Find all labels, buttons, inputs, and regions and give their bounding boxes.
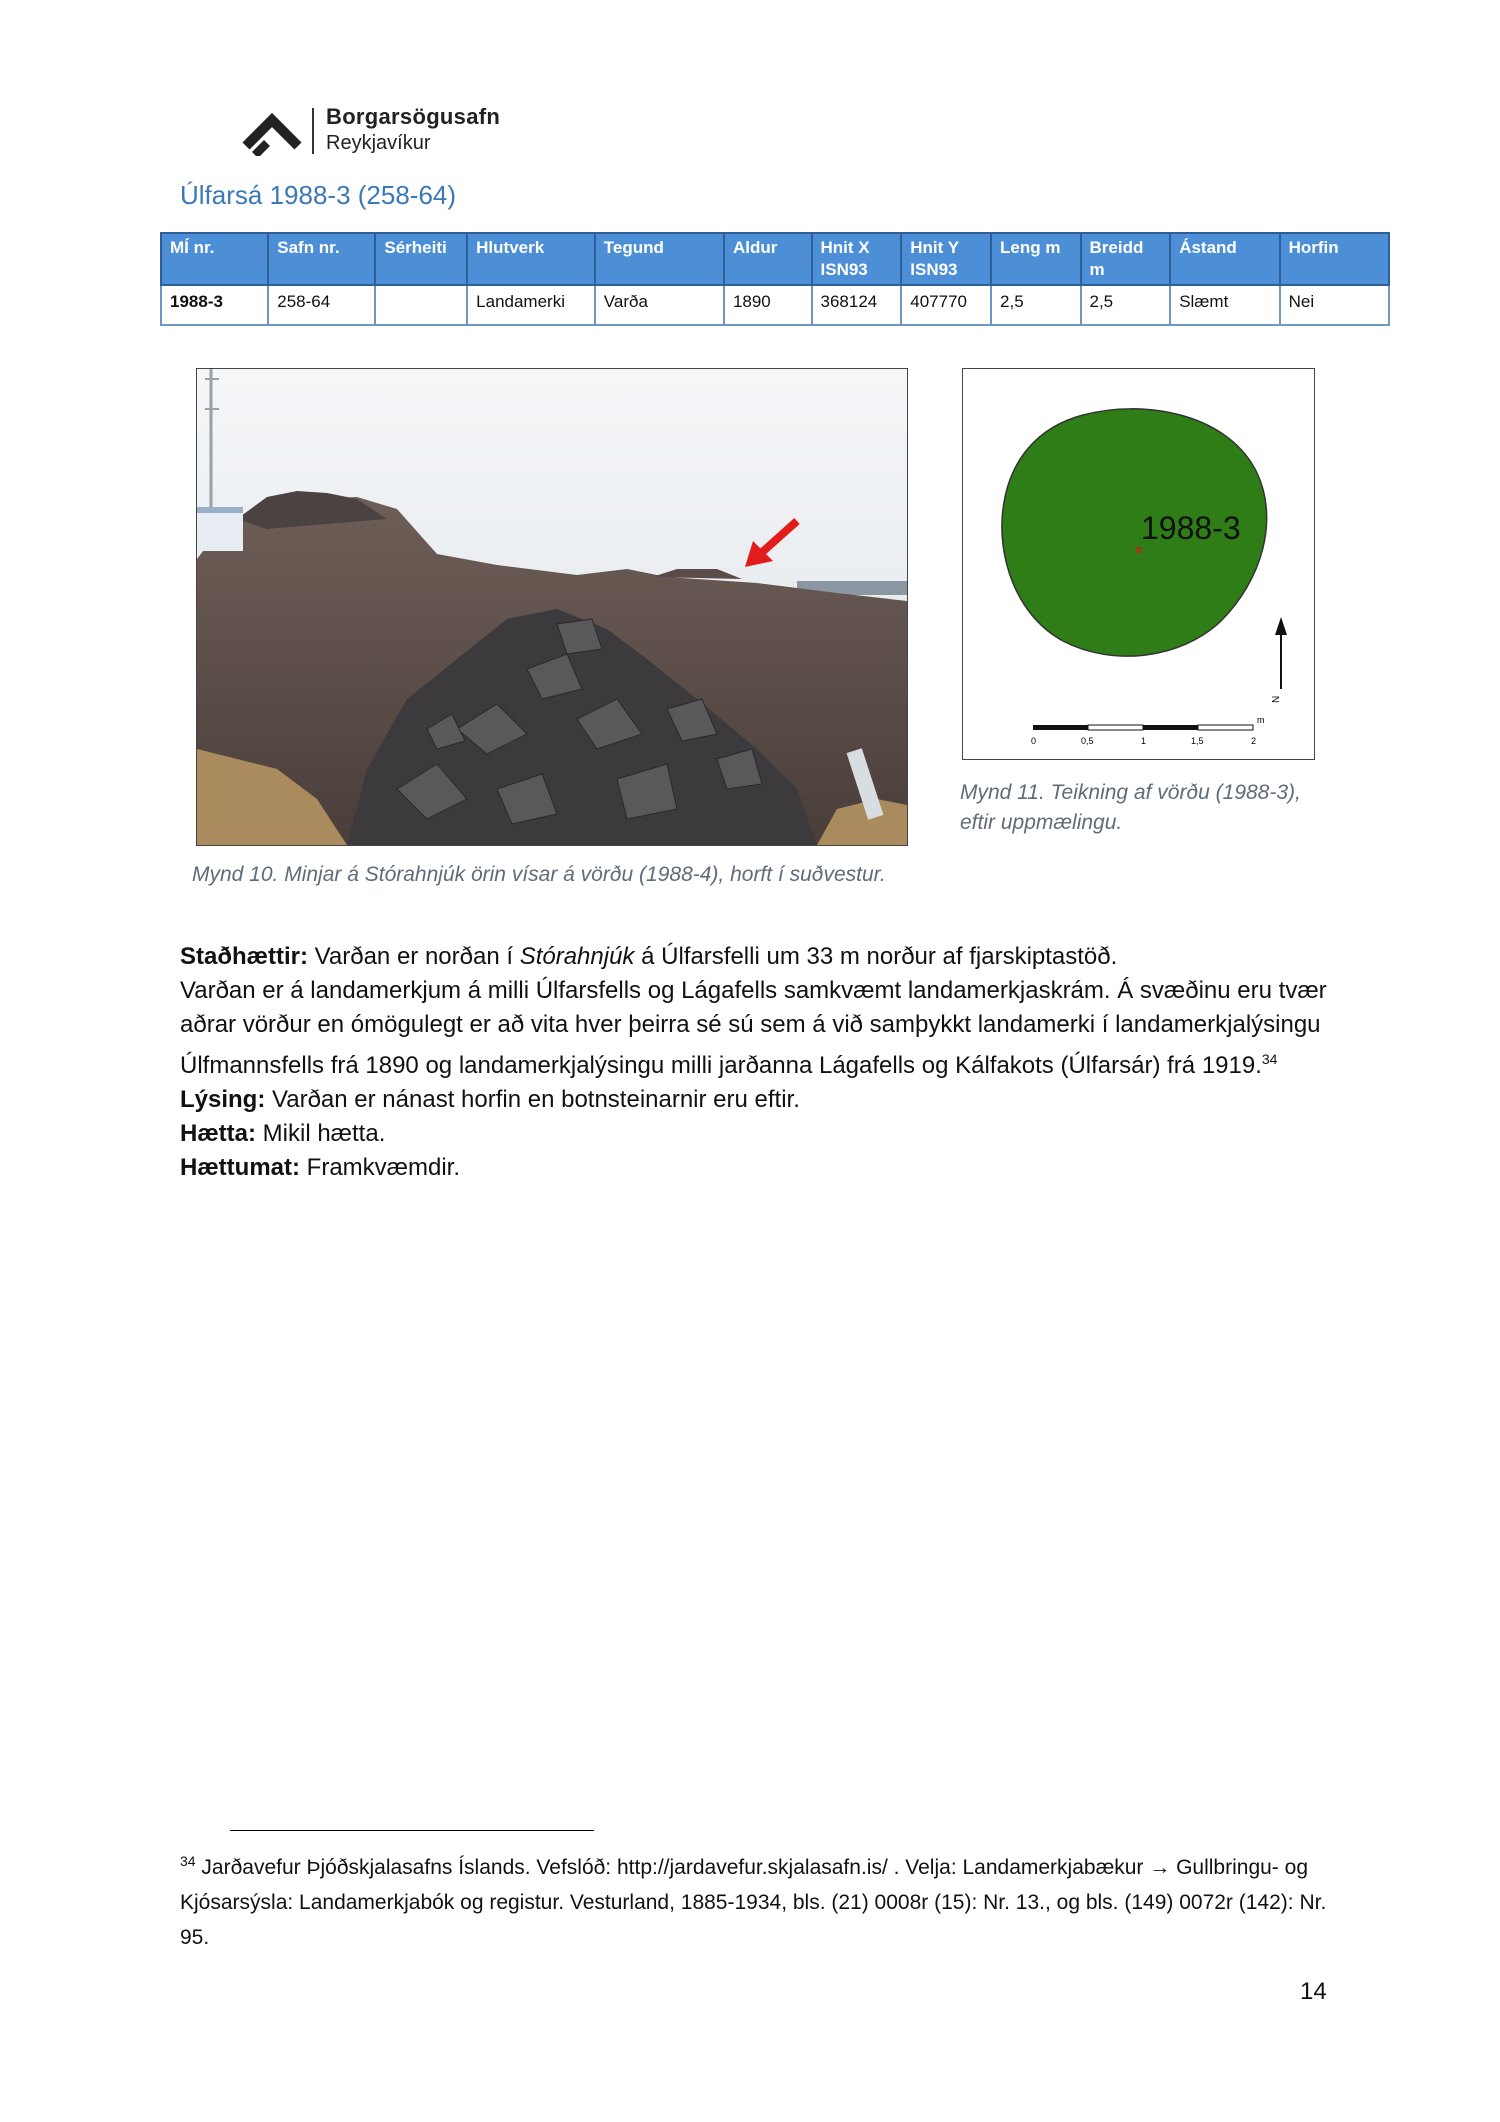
description-line [180,1083,1330,1117]
col-header: Hnit Y ISN93 [901,233,991,285]
cairn-plan-drawing [963,369,1314,759]
col-header: Ástand [1170,233,1279,285]
cairn-photo [196,368,908,846]
site-description [180,940,1330,1185]
footnote-text: Jarðavefur Þjóðskjalasafns Íslands. Vefslóð: http://jardavefur.skjalasafn.is/ . Velja: Landamerkjabækur → Gullbringu- og Kjósarsýsla: Landamerkjabók og registur. Vesturland, 1885-1934, bls. (21) 0008r (15): Nr. 13., og bls. (149) 0072r (142): Nr. 95. [180,1856,1327,1949]
footnote-ref[interactable]: 34 [1261,1051,1278,1067]
col-header: Breidd m [1081,233,1171,285]
logo-divider [312,108,314,154]
scale-label: 2 [1251,736,1257,746]
col-header: Safn nr. [268,233,375,285]
col-header: Aldur [724,233,812,285]
field-text: á Úlfarsfelli um 33 m norður af fjarskiptastöð. [634,943,1118,970]
field-text: Varðan er norðan í [308,943,520,970]
scale-unit: m [1257,715,1265,725]
cairn-photo-illustration [197,369,907,845]
table-row [161,285,1389,325]
field-label: Lýsing: [180,1086,266,1113]
logo-brand: Borgarsögusafn [326,104,501,129]
table-header-row [161,233,1389,285]
field-label: Hættumat: [180,1154,300,1181]
field-label: Hætta: [180,1120,256,1147]
col-header: MÍ nr. [161,233,268,285]
col-header: Leng m [991,233,1080,285]
table-cell: Landamerki [467,285,595,325]
table-cell: 368124 [812,285,902,325]
field-text: Mikil hætta. [256,1120,386,1147]
table-cell: 1988-3 [161,285,268,325]
table-cell: Nei [1280,285,1389,325]
col-header: Horfin [1280,233,1389,285]
drawing-label: 1988-3 [1141,510,1241,546]
table-cell: 258-64 [268,285,375,325]
footnote-number: 34 [180,1853,196,1869]
north-arrow-icon [1271,617,1287,703]
scale-label: 1,5 [1191,736,1204,746]
risk-assessment-line [180,1151,1330,1185]
scale-label: 0,5 [1081,736,1094,746]
boundary-paragraph [180,974,1330,1083]
place-name: Stórahnjúk [519,943,635,970]
table-cell: 407770 [901,285,991,325]
scale-bar [1031,715,1265,746]
logo-mark-icon [242,106,302,156]
field-text: Framkvæmdir. [300,1154,461,1181]
table-cell: Slæmt [1170,285,1279,325]
cairn-drawing [962,368,1315,760]
field-text: Varðan er nánast horfin en botnsteinarnir eru eftir. [265,1086,800,1113]
table-cell: Varða [595,285,724,325]
scale-label: 1 [1141,736,1147,746]
scale-label: 0 [1031,736,1037,746]
col-header: Hnit X ISN93 [812,233,902,285]
field-label: Staðhættir: [180,943,308,970]
table-cell: 2,5 [1081,285,1171,325]
danger-line [180,1117,1330,1151]
footnote-divider [230,1830,594,1831]
col-header: Tegund [595,233,724,285]
paragraph-text: Varðan er á landamerkjum á milli Úlfarsfells og Lágafells samkvæmt landamerkjaskrám. Á svæðinu eru tvær aðrar vörður en ómögulegt er að vita hver þeirra sé sú sem á við samþykkt landamerki í landamerkjalýsingu Úlfmannsfells frá 1890 og landamerkjalýsingu milli jarðanna Lágafells og Kálfakots (Úlfarsár) frá 1919. [180,977,1327,1079]
col-header: Sérheiti [375,233,467,285]
table-cell: 1890 [724,285,812,325]
north-label: N [1271,695,1282,703]
table-cell [375,285,467,325]
page-number: 14 [1300,1978,1327,2005]
footnote [180,1844,1340,1955]
logo-city: Reykjavíkur [326,132,431,154]
museum-logo [242,104,522,158]
page-title: Úlfarsá 1988-3 (258-64) [180,180,457,210]
table-cell: 2,5 [991,285,1080,325]
site-conditions [180,940,1330,974]
figure-10-caption: Mynd 10. Minjar á Stórahnjúk örin vísar á vörðu (1988-4), horft í suðvestur. [192,863,886,886]
site-info-table [160,232,1390,326]
figure-11-caption: Mynd 11. Teikning af vörðu (1988-3), eftir uppmælingu. [960,781,1301,834]
col-header: Hlutverk [467,233,595,285]
